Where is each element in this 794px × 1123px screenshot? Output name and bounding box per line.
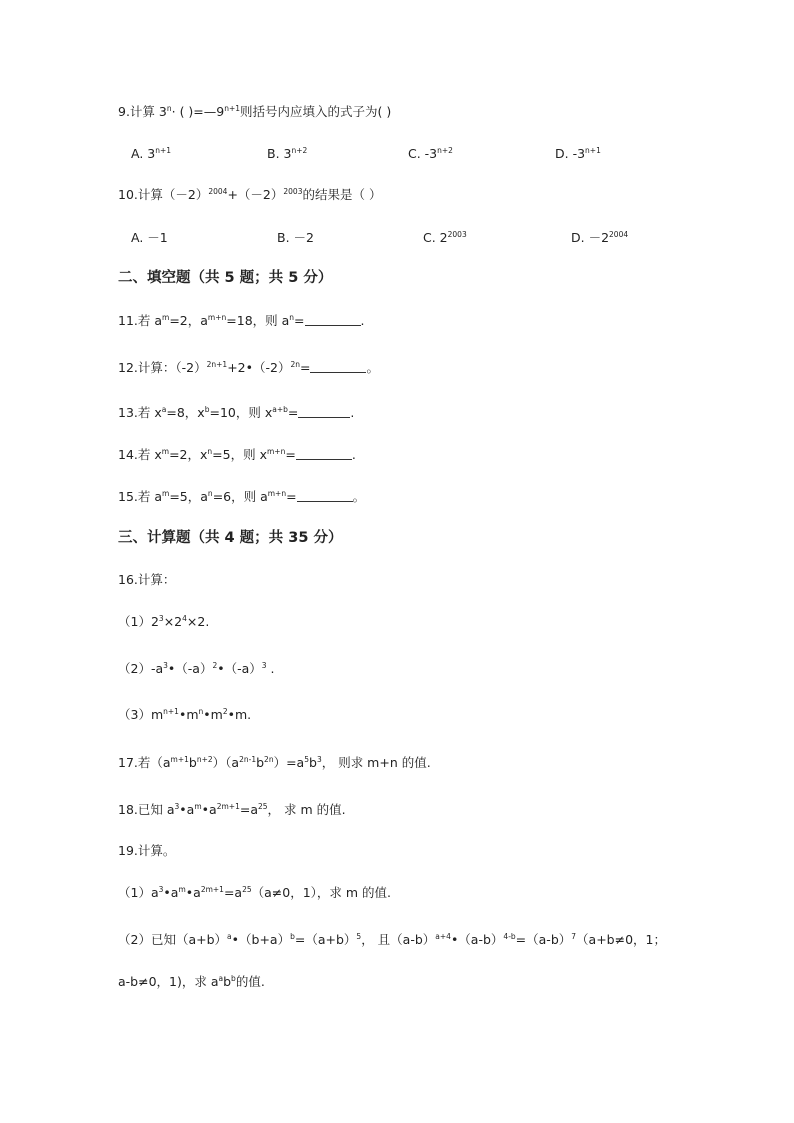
question-15: 15.若 $a^m=5$，$a^n=6$，则 $a^{m+n}=$ 。	[118, 489, 366, 504]
question-10-option-d[interactable]: D. $-2^{2004}$	[571, 230, 629, 245]
answer-blank[interactable]	[305, 314, 361, 326]
question-10-stem: 10.计算$(-2)^{2004}+(-2)^{2003}$的结果是（ ）	[118, 187, 382, 202]
question-16-part-2: $(2)-a^3•(-a)^2•(-a)^3$ .	[118, 661, 275, 676]
question-9-option-b[interactable]: B. $3^{n+2}$	[267, 146, 308, 161]
question-16-title: 16.计算：	[118, 572, 176, 587]
question-19-title: 19.计算。	[118, 843, 176, 858]
question-19-part-1: $(1)a^3•a^m•a^{2m+1}=a^{25}(a\ne 0$，1），求 m 的值.	[118, 885, 392, 900]
question-19-part-2: （2）已知$(a+b)^a•(b+a)^b=(a+b)^5$， 且$(a-b)^{a+4}•(a-b)^{4-b}=(a-b)^7(a+b\ne 0$，1；	[118, 932, 666, 947]
question-19-part-3: a-b≠0，1)，求 $a^ab^b$的值.	[118, 974, 265, 989]
question-10-option-a[interactable]: A. －1	[131, 230, 168, 245]
question-11: 11.若 $a^m=2$，$a^{m+n}=18$，则 $a^n=$ .	[118, 313, 365, 328]
question-14: 14.若 $x^m=2$，$x^n=5$，则 $x^{m+n}=$ .	[118, 447, 356, 462]
question-16-part-3: $(3)m^{n+1}•m^n•m^2•m$.	[118, 707, 252, 722]
question-18: 18.已知 $a^3•a^m•a^{2m+1}=a^{25}$， 求 m 的值.	[118, 802, 346, 817]
question-9-option-a[interactable]: A. $3^{n+1}$	[131, 146, 172, 161]
question-13: 13.若 $x^a=8$，$x^b=10$，则 $x^{a+b}=$ .	[118, 405, 355, 420]
question-10-option-b[interactable]: B. －2	[277, 230, 314, 245]
question-9-option-c[interactable]: C. $-3^{n+2}$	[408, 146, 453, 161]
answer-blank[interactable]	[310, 361, 366, 373]
section-3-heading: 三、计算题（共 4 题；共 35 分）	[118, 530, 343, 546]
question-17: 17.若$(a^{m+1}b^{n+2})(a^{2n-1}b^{2n})=a^5b^3$， 则求 m+n 的值.	[118, 755, 431, 770]
answer-blank[interactable]	[296, 448, 352, 460]
question-10-option-c[interactable]: C. $2^{2003}$	[423, 230, 467, 245]
question-9-option-d[interactable]: D. $-3^{n+1}$	[555, 146, 601, 161]
section-2-heading: 二、填空题（共 5 题；共 5 分）	[118, 270, 333, 286]
question-12: 12.计算：$(-2)^{2n+1}+2•(-2)^{2n}=$ 。	[118, 360, 379, 375]
question-9-stem: 9.计算 $3^n\cdot$ ( )$=—9^{n+1}$则括号内应填入的式子为( )	[118, 104, 392, 119]
question-16-part-1: $(1)2^3\times 2^4\times 2$.	[118, 614, 210, 629]
answer-blank[interactable]	[298, 406, 350, 418]
answer-blank[interactable]	[297, 490, 353, 502]
